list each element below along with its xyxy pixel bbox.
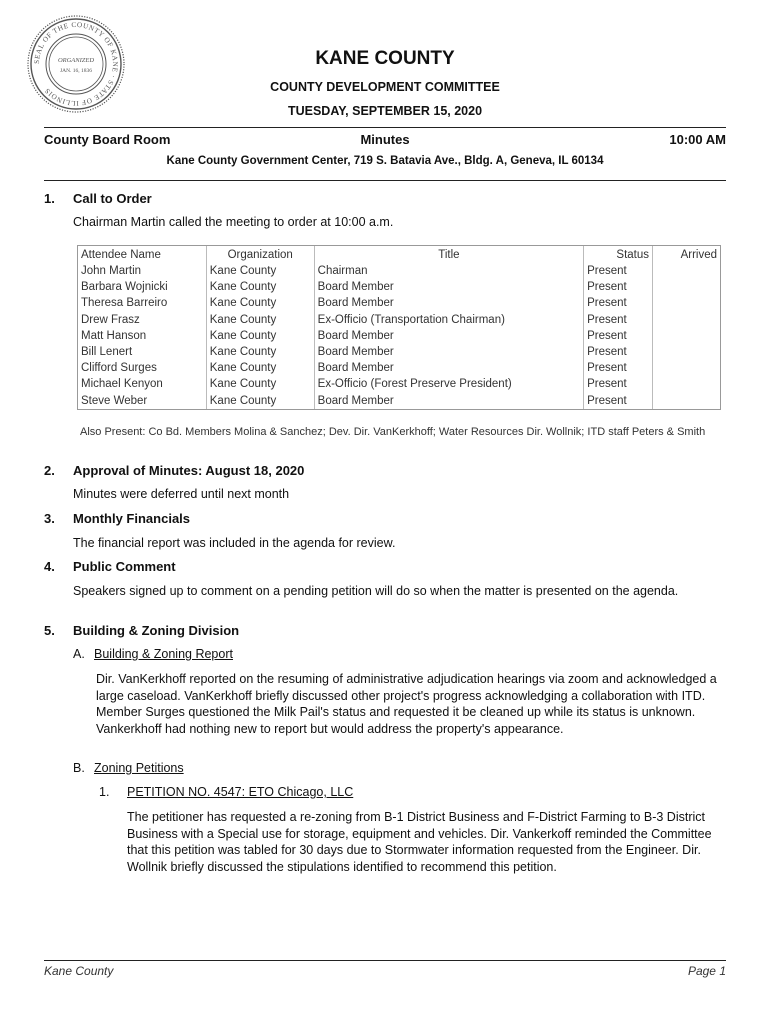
table-cell: Board Member: [314, 328, 583, 344]
table-cell: Ex-Officio (Transportation Chairman): [314, 312, 583, 328]
table-cell: [653, 328, 721, 344]
table-cell: Chairman: [314, 263, 583, 279]
building-zoning-report-text: Dir. VanKerkhoff reported on the resuming of administrative adjudication hearings via zoom and acknowledged a large caseload. VanKerkhoff briefly discussed other project's progress acknowledging a collaboration with ITD. Member Surges questioned the Milk Pail's status and requested it be cleaned up while its status is unknown. Vankerkhoff had nothing new to report but would address the property's appearance.: [96, 672, 717, 736]
section-title-building-zoning: Building & Zoning Division: [73, 623, 240, 638]
table-cell: Kane County: [206, 344, 314, 360]
table-cell: Present: [584, 263, 653, 279]
table-cell: [653, 344, 721, 360]
svg-text:JAN. 16, 1836: JAN. 16, 1836: [59, 68, 93, 74]
table-cell: Kane County: [206, 295, 314, 311]
table-cell: Board Member: [314, 344, 583, 360]
public-comment-text: Speakers signed up to comment on a pending petition will do so when the matter is presented on the agenda.: [73, 584, 679, 598]
svg-text:SEAL OF THE COUNTY OF KANE · S: SEAL OF THE COUNTY OF KANE · STATE OF ILLINOIS: [32, 20, 120, 108]
table-cell: Barbara Wojnicki: [78, 279, 207, 295]
section-title-monthly-financials: Monthly Financials: [73, 511, 191, 526]
table-row: [78, 393, 721, 410]
meeting-address: Kane County Government Center, 719 S. Batavia Ave., Bldg. A, Geneva, IL 60134: [166, 155, 604, 167]
table-cell: Present: [584, 344, 653, 360]
subsection-title-zoning-petitions: Zoning Petitions: [94, 761, 184, 775]
table-cell: [653, 263, 721, 279]
section-title-public-comment: Public Comment: [73, 559, 176, 574]
table-cell: Present: [584, 376, 653, 392]
attendance-table: [77, 245, 721, 410]
page-number: Page 1: [687, 964, 726, 978]
footer-left: Kane County: [44, 964, 114, 978]
petition-text: The petitioner has requested a re-zoning from B-1 District Business and F-District Farming to B-3 District Business with a Special use for storage, equipment and vehicles. Dir. Vankerkoff reminded the Committee that this petition was tabled for 30 days due to Stormwater information requested from the Engineer. Dir. Wollnik briefly discussed the stipulations identified to recommend this petition.: [127, 810, 712, 874]
table-cell: Theresa Barreiro: [78, 295, 207, 311]
svg-text:ORGANIZED: ORGANIZED: [57, 57, 95, 64]
table-cell: Kane County: [206, 376, 314, 392]
table-cell: Kane County: [206, 263, 314, 279]
table-cell: [653, 312, 721, 328]
table-cell: Steve Weber: [78, 393, 207, 410]
committee-name: COUNTY DEVELOPMENT COMMITTEE: [270, 80, 500, 94]
document-type: Minutes: [360, 132, 410, 147]
petition-number: 1.: [99, 785, 110, 799]
column-header: Organization: [206, 246, 314, 264]
column-header: Status: [584, 246, 653, 264]
column-header: Arrived: [653, 246, 721, 264]
table-cell: Present: [584, 328, 653, 344]
table-cell: Bill Lenert: [78, 344, 207, 360]
table-cell: Present: [584, 393, 653, 410]
table-cell: Clifford Surges: [78, 360, 207, 376]
table-row: [78, 279, 721, 295]
table-row: [78, 328, 721, 344]
meeting-room: County Board Room: [44, 132, 171, 147]
table-cell: Board Member: [314, 295, 583, 311]
attendance-header-row: [78, 246, 721, 264]
table-row: [78, 263, 721, 279]
table-cell: Ex-Officio (Forest Preserve President): [314, 376, 583, 392]
section-title-call-to-order: Call to Order: [73, 191, 152, 206]
table-cell: Kane County: [206, 328, 314, 344]
table-cell: Board Member: [314, 393, 583, 410]
column-header: Title: [314, 246, 583, 264]
section-number: 3.: [44, 511, 55, 526]
table-cell: [653, 360, 721, 376]
footer-divider: [44, 960, 726, 961]
table-cell: Present: [584, 312, 653, 328]
table-cell: Board Member: [314, 279, 583, 295]
table-cell: Michael Kenyon: [78, 376, 207, 392]
also-present-note: Also Present: Co Bd. Members Molina & Sanchez; Dev. Dir. VanKerkhoff; Water Resources Dir. Wollnik; ITD staff Peters & Smith: [80, 426, 706, 438]
section-number: 1.: [44, 191, 55, 206]
table-cell: Present: [584, 295, 653, 311]
table-row: [78, 376, 721, 392]
table-row: [78, 344, 721, 360]
subsection-title-building-zoning-report: Building & Zoning Report: [94, 647, 233, 661]
table-cell: Present: [584, 279, 653, 295]
section-number: 2.: [44, 463, 55, 478]
section-number: 5.: [44, 623, 55, 638]
table-row: [78, 312, 721, 328]
approval-of-minutes-text: Minutes were deferred until next month: [73, 487, 290, 501]
call-to-order-text: Chairman Martin called the meeting to order at 10:00 a.m.: [73, 215, 394, 229]
table-cell: Drew Frasz: [78, 312, 207, 328]
meeting-time: 10:00 AM: [669, 132, 726, 147]
table-cell: Present: [584, 360, 653, 376]
table-row: [78, 360, 721, 376]
header-divider-bottom: [44, 180, 726, 181]
table-cell: [653, 376, 721, 392]
table-cell: Board Member: [314, 360, 583, 376]
table-cell: [653, 279, 721, 295]
table-row: [78, 295, 721, 311]
table-cell: Matt Hanson: [78, 328, 207, 344]
header-divider-top: [44, 127, 726, 128]
column-header: Attendee Name: [78, 246, 207, 264]
table-cell: [653, 393, 721, 410]
table-cell: Kane County: [206, 360, 314, 376]
table-cell: Kane County: [206, 312, 314, 328]
document-title: KANE COUNTY: [315, 48, 455, 69]
subsection-letter: A.: [73, 647, 85, 661]
monthly-financials-text: The financial report was included in the agenda for review.: [73, 536, 396, 550]
petition-title: PETITION NO. 4547: ETO Chicago, LLC: [127, 785, 354, 799]
table-cell: Kane County: [206, 393, 314, 410]
subsection-letter: B.: [73, 761, 85, 775]
section-number: 4.: [44, 559, 55, 574]
table-cell: [653, 295, 721, 311]
meeting-date: TUESDAY, SEPTEMBER 15, 2020: [287, 104, 483, 118]
table-cell: John Martin: [78, 263, 207, 279]
section-title-approval-of-minutes: Approval of Minutes: August 18, 2020: [73, 463, 305, 478]
table-cell: Kane County: [206, 279, 314, 295]
